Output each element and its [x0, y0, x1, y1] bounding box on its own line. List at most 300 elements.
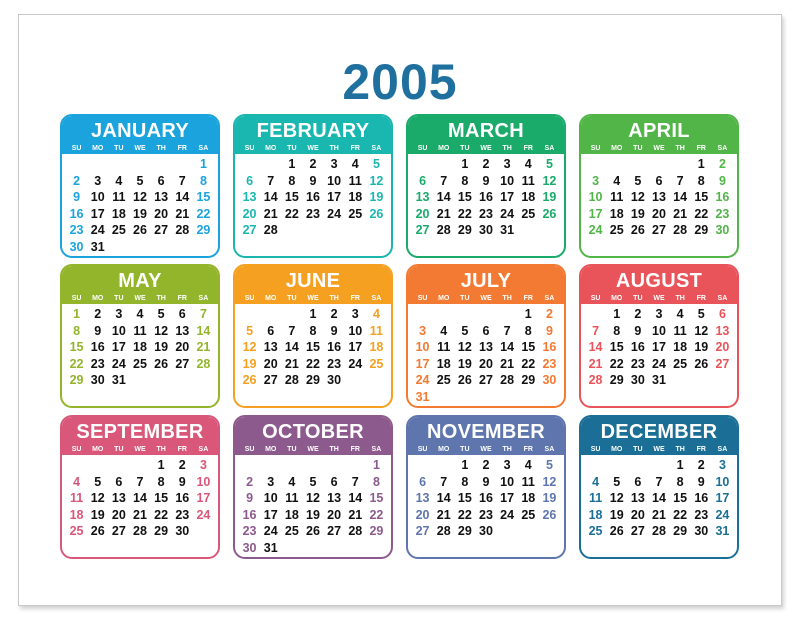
day-cell: 29: [196, 223, 211, 237]
day-cell: 19: [694, 340, 709, 354]
month-header: [581, 417, 737, 455]
day-cell: 27: [415, 223, 430, 237]
day-cell: 11: [673, 323, 687, 338]
weekday-label: TU: [633, 295, 643, 302]
day-cell: 14: [348, 491, 363, 505]
day-cell: 21: [436, 507, 451, 522]
day-cell: 10: [588, 190, 603, 204]
day-cell: 5: [157, 307, 165, 321]
month-april: [579, 114, 739, 258]
day-cell: 8: [613, 323, 621, 338]
day-cell: 3: [419, 323, 427, 338]
day-cell: 2: [309, 157, 317, 171]
empty-cell: [412, 457, 433, 474]
weekday-label: WE: [653, 446, 665, 453]
day-grid: [412, 306, 560, 405]
day-cell: 19: [306, 507, 320, 522]
day-cell: 24: [715, 507, 730, 522]
day-cell: 4: [592, 474, 600, 489]
weekday-label: MO: [611, 446, 623, 453]
weekday-label: FR: [177, 145, 187, 152]
day-cell: 11: [521, 474, 535, 489]
day-grid: [585, 156, 733, 239]
day-cell: 10: [90, 190, 105, 204]
day-cell: 22: [69, 356, 84, 371]
day-cell: 20: [263, 356, 278, 371]
empty-cell: [239, 156, 260, 173]
month-header: [235, 417, 391, 455]
weekday-label: MO: [438, 295, 450, 302]
day-cell: 28: [284, 373, 299, 387]
month-december: [579, 415, 739, 559]
day-cell: 25: [133, 356, 147, 371]
day-cell: 18: [436, 356, 451, 371]
empty-cell: [497, 306, 518, 323]
day-cell: 15: [694, 190, 709, 204]
day-cell: 4: [351, 157, 359, 171]
weekday-label: TH: [675, 145, 685, 152]
day-cell: 4: [136, 307, 144, 321]
day-cell: 21: [500, 356, 515, 371]
weekday-label: WE: [134, 145, 146, 152]
day-cell: 4: [524, 157, 532, 171]
day-cell: 1: [288, 157, 296, 171]
day-cell: 13: [715, 323, 730, 338]
weekday-label: FR: [177, 295, 187, 302]
day-cell: 19: [154, 340, 169, 354]
empty-cell: [475, 306, 496, 323]
day-cell: 23: [327, 356, 342, 371]
day-cell: 28: [196, 356, 211, 371]
day-cell: 27: [327, 524, 342, 538]
day-cell: 27: [154, 223, 169, 237]
day-cell: 26: [609, 524, 624, 538]
empty-cell: [345, 457, 366, 474]
day-cell: 20: [415, 206, 430, 221]
day-cell: 6: [246, 173, 254, 188]
empty-cell: [454, 306, 475, 323]
day-cell: 1: [372, 458, 380, 472]
day-cell: 27: [479, 373, 493, 387]
day-cell: 20: [652, 206, 666, 221]
day-cell: 6: [330, 474, 338, 489]
weekday-label: SA: [371, 295, 382, 302]
day-cell: 1: [157, 458, 165, 472]
day-cell: 25: [521, 507, 536, 522]
day-cell: 26: [242, 373, 257, 387]
day-cell: 7: [267, 173, 275, 188]
day-cell: 26: [90, 524, 105, 538]
empty-cell: [433, 306, 454, 323]
day-cell: 5: [545, 458, 553, 472]
day-cell: 9: [73, 190, 81, 204]
day-cell: 13: [479, 340, 493, 354]
day-cell: 26: [542, 507, 557, 522]
day-cell: 26: [369, 206, 384, 221]
day-cell: 13: [415, 491, 430, 505]
weekday-label: TH: [156, 145, 166, 152]
day-cell: 29: [154, 524, 169, 538]
day-cell: 7: [676, 173, 684, 188]
month-header: [581, 116, 737, 154]
empty-cell: [239, 457, 260, 474]
day-cell: 5: [372, 157, 380, 171]
day-cell: 4: [440, 323, 448, 338]
day-cell: 10: [196, 474, 211, 489]
weekday-row: [581, 293, 737, 304]
month-january: [60, 114, 220, 258]
day-cell: 9: [178, 474, 186, 489]
weekday-row: [62, 293, 218, 304]
day-cell: 1: [199, 157, 207, 171]
day-cell: 12: [542, 474, 557, 489]
weekday-label: MO: [265, 446, 277, 453]
day-grid: [239, 306, 387, 389]
day-cell: 9: [545, 323, 553, 338]
weekday-label: FR: [523, 446, 533, 453]
day-cell: 14: [500, 340, 515, 354]
day-cell: 9: [94, 323, 102, 338]
day-cell: 12: [694, 323, 709, 338]
day-cell: 23: [306, 206, 320, 221]
day-cell: 13: [630, 491, 645, 505]
day-cell: 11: [588, 491, 603, 505]
day-cell: 18: [111, 206, 126, 221]
day-cell: 20: [154, 206, 169, 221]
weekday-label: FR: [350, 145, 360, 152]
day-cell: 19: [90, 507, 105, 522]
day-cell: 22: [521, 356, 536, 371]
weekday-label: MO: [92, 145, 104, 152]
weekday-label: TU: [114, 295, 124, 302]
weekday-label: SA: [717, 446, 728, 453]
day-cell: 25: [609, 223, 624, 237]
day-cell: 12: [154, 323, 169, 338]
day-cell: 3: [115, 307, 123, 321]
day-cell: 11: [437, 340, 451, 354]
day-cell: 2: [330, 307, 338, 321]
day-cell: 19: [133, 206, 147, 221]
weekday-label: TH: [156, 295, 166, 302]
day-cell: 30: [715, 223, 730, 237]
day-cell: 4: [676, 307, 684, 321]
day-cell: 29: [306, 373, 320, 387]
day-cell: 30: [242, 540, 257, 555]
day-cell: 16: [242, 507, 257, 522]
month-header: [408, 116, 564, 154]
day-cell: 17: [500, 491, 515, 505]
day-cell: 8: [461, 173, 469, 188]
day-cell: 10: [111, 323, 126, 338]
day-cell: 30: [479, 223, 493, 237]
day-cell: 9: [718, 173, 726, 188]
day-cell: 31: [263, 540, 278, 555]
weekday-label: SU: [417, 446, 428, 453]
weekday-label: TU: [114, 446, 124, 453]
day-cell: 8: [73, 323, 81, 338]
weekday-label: FR: [696, 145, 706, 152]
day-cell: 29: [521, 373, 536, 387]
empty-cell: [412, 156, 433, 173]
month-june: [233, 264, 393, 408]
day-cell: 30: [630, 373, 645, 387]
day-cell: 22: [154, 507, 169, 522]
weekday-label: TU: [287, 295, 297, 302]
day-cell: 23: [715, 206, 730, 221]
empty-cell: [129, 156, 150, 173]
day-cell: 11: [369, 323, 384, 338]
empty-cell: [281, 306, 302, 323]
day-cell: 5: [94, 474, 102, 489]
day-cell: 15: [369, 491, 384, 505]
day-cell: 27: [652, 223, 666, 237]
day-cell: 21: [196, 340, 211, 354]
day-cell: 16: [715, 190, 730, 204]
day-cell: 26: [133, 223, 147, 237]
weekday-label: TH: [675, 446, 685, 453]
month-august: [579, 264, 739, 408]
day-cell: 31: [415, 389, 430, 404]
day-cell: 13: [263, 340, 278, 354]
month-name: JULY: [460, 270, 512, 292]
empty-cell: [585, 457, 606, 474]
day-cell: 24: [263, 524, 278, 538]
empty-cell: [606, 457, 627, 474]
weekday-label: SA: [544, 145, 555, 152]
day-cell: 21: [348, 507, 363, 522]
day-cell: 21: [133, 507, 147, 522]
day-cell: 24: [500, 507, 515, 522]
weekday-label: MO: [438, 446, 450, 453]
day-cell: 30: [327, 373, 342, 387]
day-cell: 10: [348, 323, 363, 338]
month-header: [62, 417, 218, 455]
weekday-label: TU: [287, 446, 297, 453]
empty-cell: [648, 156, 669, 173]
day-cell: 2: [94, 307, 102, 321]
month-name: FEBRUARY: [256, 120, 370, 142]
weekday-label: SU: [244, 295, 255, 302]
weekday-label: MO: [265, 145, 277, 152]
day-cell: 21: [588, 356, 603, 371]
weekday-label: SU: [417, 295, 428, 302]
day-cell: 10: [652, 323, 666, 338]
day-cell: 24: [90, 223, 105, 237]
weekday-label: MO: [92, 446, 104, 453]
day-cell: 1: [697, 157, 705, 171]
day-cell: 26: [306, 524, 320, 538]
empty-cell: [172, 156, 193, 173]
weekday-label: WE: [307, 295, 319, 302]
day-cell: 14: [436, 491, 451, 505]
day-cell: 25: [111, 223, 126, 237]
day-cell: 29: [457, 223, 472, 237]
day-cell: 30: [694, 524, 709, 538]
day-cell: 8: [461, 474, 469, 489]
day-cell: 24: [111, 356, 126, 371]
day-cell: 11: [69, 491, 84, 505]
day-cell: 27: [263, 373, 278, 387]
day-cell: 26: [457, 373, 472, 387]
day-cell: 21: [175, 206, 190, 221]
weekday-label: TU: [460, 446, 470, 453]
day-cell: 2: [545, 307, 553, 321]
day-cell: 14: [673, 190, 688, 204]
day-cell: 19: [542, 491, 557, 505]
day-cell: 16: [479, 190, 493, 204]
day-cell: 9: [697, 474, 705, 489]
day-cell: 5: [634, 173, 642, 188]
day-cell: 28: [652, 524, 666, 538]
day-cell: 19: [369, 190, 384, 204]
empty-cell: [302, 457, 323, 474]
day-cell: 23: [479, 507, 493, 522]
month-november: [406, 415, 566, 559]
day-cell: 13: [327, 491, 342, 505]
day-cell: 25: [284, 524, 299, 538]
weekday-row: [581, 143, 737, 154]
month-name: MAY: [118, 270, 162, 292]
day-cell: 20: [415, 507, 430, 522]
weekday-label: TH: [329, 145, 339, 152]
month-march: [406, 114, 566, 258]
day-cell: 17: [111, 340, 126, 354]
weekday-label: TH: [502, 145, 512, 152]
day-cell: 15: [154, 491, 169, 505]
day-cell: 24: [588, 223, 603, 237]
day-cell: 3: [199, 458, 207, 472]
day-cell: 23: [69, 223, 84, 237]
day-cell: 18: [369, 340, 384, 354]
day-cell: 19: [630, 206, 645, 221]
day-cell: 14: [175, 190, 190, 204]
day-cell: 28: [588, 373, 603, 387]
empty-cell: [129, 457, 150, 474]
day-cell: 24: [500, 206, 515, 221]
day-cell: 17: [196, 491, 211, 505]
day-cell: 23: [90, 356, 105, 371]
day-cell: 20: [715, 340, 730, 354]
empty-cell: [260, 306, 281, 323]
weekday-label: TU: [460, 145, 470, 152]
day-cell: 17: [715, 491, 730, 505]
day-grid: [239, 156, 387, 239]
day-cell: 4: [73, 474, 81, 489]
month-name: JUNE: [285, 270, 341, 292]
empty-cell: [87, 457, 108, 474]
day-cell: 12: [369, 173, 384, 188]
day-cell: 9: [634, 323, 642, 338]
day-cell: 11: [285, 491, 299, 505]
empty-cell: [606, 156, 627, 173]
day-cell: 27: [415, 524, 430, 538]
day-cell: 3: [503, 458, 511, 472]
empty-cell: [108, 457, 129, 474]
day-cell: 26: [154, 356, 169, 371]
day-cell: 8: [524, 323, 532, 338]
day-cell: 30: [90, 373, 105, 387]
day-cell: 19: [457, 356, 472, 371]
day-cell: 13: [111, 491, 126, 505]
day-cell: 4: [613, 173, 621, 188]
weekday-label: WE: [653, 145, 665, 152]
day-cell: 18: [69, 507, 84, 522]
weekday-label: TU: [114, 145, 124, 152]
day-cell: 7: [655, 474, 663, 489]
day-cell: 12: [609, 491, 624, 505]
weekday-label: WE: [480, 295, 492, 302]
empty-cell: [670, 156, 691, 173]
day-cell: 2: [178, 458, 186, 472]
day-cell: 29: [609, 373, 624, 387]
weekday-label: SA: [198, 145, 209, 152]
day-cell: 7: [199, 307, 207, 321]
day-cell: 28: [175, 223, 190, 237]
day-cell: 15: [284, 190, 299, 204]
day-cell: 17: [588, 206, 603, 221]
day-cell: 2: [697, 458, 705, 472]
day-cell: 5: [545, 157, 553, 171]
day-cell: 15: [69, 340, 84, 354]
day-cell: 7: [136, 474, 144, 489]
month-header: [62, 266, 218, 304]
weekday-label: FR: [177, 446, 187, 453]
month-may: [60, 264, 220, 408]
day-cell: 5: [697, 307, 705, 321]
day-cell: 7: [440, 474, 448, 489]
empty-cell: [281, 457, 302, 474]
empty-cell: [627, 457, 648, 474]
day-cell: 23: [694, 507, 709, 522]
day-cell: 15: [457, 491, 472, 505]
day-cell: 22: [457, 206, 472, 221]
day-cell: 11: [112, 190, 126, 204]
weekday-label: MO: [265, 295, 277, 302]
day-cell: 16: [694, 491, 709, 505]
weekday-label: MO: [611, 145, 623, 152]
empty-cell: [151, 156, 172, 173]
weekday-row: [581, 444, 737, 455]
day-cell: 11: [610, 190, 624, 204]
day-cell: 21: [263, 206, 278, 221]
day-cell: 1: [73, 307, 81, 321]
day-cell: 26: [630, 223, 645, 237]
day-cell: 12: [542, 173, 557, 188]
day-cell: 10: [415, 340, 430, 354]
day-grid: [66, 306, 214, 389]
weekday-label: SA: [544, 295, 555, 302]
weekday-label: SA: [198, 446, 209, 453]
day-cell: 22: [457, 507, 472, 522]
day-cell: 3: [503, 157, 511, 171]
empty-cell: [433, 156, 454, 173]
month-february: [233, 114, 393, 258]
day-cell: 16: [630, 340, 645, 354]
day-cell: 30: [175, 524, 190, 538]
day-cell: 3: [718, 458, 726, 472]
month-header: [235, 266, 391, 304]
empty-cell: [324, 457, 345, 474]
day-cell: 9: [330, 323, 338, 338]
day-cell: 11: [133, 323, 147, 338]
day-cell: 14: [652, 491, 666, 505]
day-cell: 6: [419, 474, 427, 489]
day-cell: 22: [694, 206, 709, 221]
day-cell: 13: [242, 190, 257, 204]
month-july: [406, 264, 566, 408]
day-cell: 23: [175, 507, 190, 522]
day-cell: 25: [673, 356, 688, 371]
